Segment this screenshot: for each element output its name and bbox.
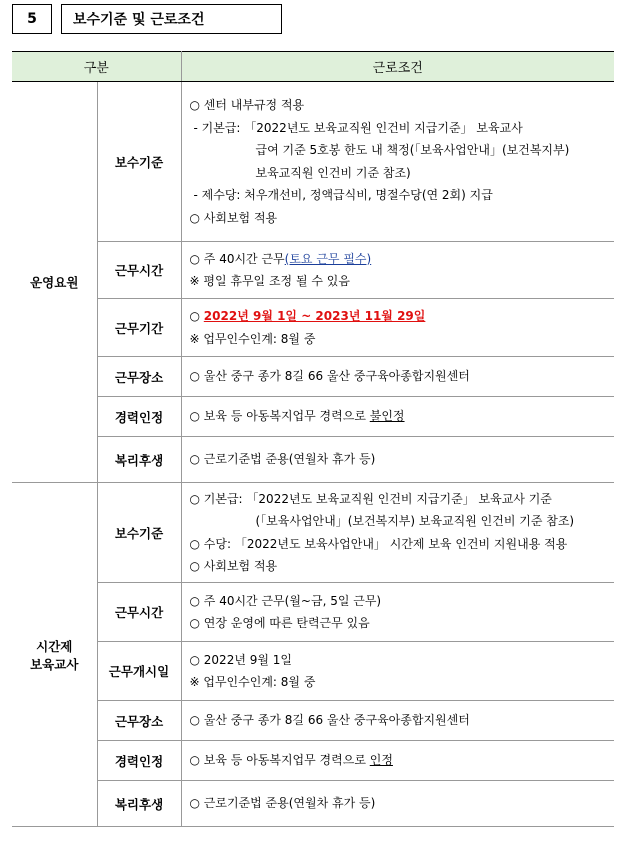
condition-line: - 기본급: 「2022년도 보육교직원 인건비 지급기준」 보육교사	[193, 120, 523, 135]
condition-cell	[181, 781, 614, 827]
career-recognition-status: 인정	[369, 753, 393, 768]
condition-line: - 제수당: 처우개선비, 정액급식비, 명절수당(연 2회) 지급	[193, 188, 493, 202]
section-title: 보수기준 및 근로조건	[61, 4, 282, 34]
saturday-work-note: (토요 근무 필수)	[284, 251, 372, 266]
table-row	[12, 741, 614, 781]
condition-cell	[181, 299, 614, 357]
table-row	[12, 82, 614, 242]
condition-text: ○ 보육 등 아동복지업무 경력으로	[189, 409, 370, 424]
condition-cell	[181, 82, 614, 242]
row-label: 근무시간	[97, 583, 181, 642]
row-label: 복리후생	[97, 781, 181, 827]
category-operations-staff: 운영요원	[12, 82, 97, 483]
condition-text: ○	[189, 309, 204, 323]
condition-line: ○ 2022년 9월 1일	[189, 652, 292, 667]
condition-line: (「보육사업안내」(보건복지부) 보육교직원 인건비 기준 참조)	[255, 514, 575, 528]
condition-cell	[181, 583, 614, 642]
row-label: 근무개시일	[97, 642, 181, 701]
row-label: 근무장소	[97, 357, 181, 397]
condition-line: ※ 업무인수인계: 8월 중	[189, 675, 316, 689]
condition-line: ○ 근로기준법 준용(연월차 휴가 등)	[189, 452, 376, 467]
condition-line: ○ 주 40시간 근무(월~금, 5일 근무)	[189, 593, 382, 608]
condition-line: ○ 연장 운영에 따른 탄력근무 있음	[189, 616, 370, 630]
condition-line: ○ 센터 내부규정 적용	[189, 98, 305, 112]
row-label: 보수기준	[97, 483, 181, 583]
header-category: 구분	[12, 52, 181, 82]
condition-line: ※ 평일 휴무일 조정 될 수 있음	[189, 274, 350, 288]
row-label: 보수기준	[97, 82, 181, 242]
condition-text: ○ 주 40시간 근무	[189, 251, 285, 266]
table-row	[12, 397, 614, 437]
category-part-time-teacher: 시간제 보육교사	[12, 483, 97, 827]
condition-line: ○ 기본급: 「2022년도 보육교직원 인건비 지급기준」 보육교사 기준	[189, 491, 552, 506]
table-row	[12, 242, 614, 299]
table-row	[12, 642, 614, 701]
condition-cell	[181, 483, 614, 583]
table-row	[12, 357, 614, 397]
condition-cell	[181, 642, 614, 701]
section-header	[12, 4, 282, 34]
row-label: 경력인정	[97, 741, 181, 781]
condition-cell	[181, 242, 614, 299]
condition-cell	[181, 357, 614, 397]
work-period-dates: 2022년 9월 1일 ~ 2023년 11월 29일	[203, 309, 426, 323]
section-number: 5	[12, 4, 52, 34]
condition-cell	[181, 397, 614, 437]
row-label: 근무시간	[97, 242, 181, 299]
table-row	[12, 583, 614, 642]
table-row	[12, 299, 614, 357]
condition-cell	[181, 741, 614, 781]
conditions-table	[12, 51, 614, 827]
table-row	[12, 701, 614, 741]
condition-line: ○ 사회보험 적용	[189, 210, 278, 225]
row-label: 경력인정	[97, 397, 181, 437]
condition-text: ○ 보육 등 아동복지업무 경력으로	[189, 753, 370, 768]
condition-line: 보육교직원 인건비 기준 참조)	[255, 165, 411, 180]
row-label: 복리후생	[97, 437, 181, 483]
condition-line: 급여 기준 5호봉 한도 내 책정(「보육사업안내」(보건복지부)	[255, 143, 570, 157]
condition-line: ※ 업무인수인계: 8월 중	[189, 331, 316, 346]
condition-line: ○ 울산 중구 종가 8길 66 울산 중구육아종합지원센터	[189, 713, 470, 728]
table-row	[12, 781, 614, 827]
row-label: 근무장소	[97, 701, 181, 741]
condition-line: ○ 울산 중구 종가 8길 66 울산 중구육아종합지원센터	[189, 369, 470, 384]
table-header-row	[12, 52, 614, 82]
condition-line: ○ 수당: 「2022년도 보육사업안내」 시간제 보육 인건비 지원내용 적용	[189, 536, 568, 551]
row-label: 근무기간	[97, 299, 181, 357]
career-recognition-status: 불인정	[369, 409, 405, 424]
table-row	[12, 437, 614, 483]
condition-line: ○ 사회보험 적용	[189, 559, 278, 573]
condition-line: ○ 근로기준법 준용(연월차 휴가 등)	[189, 796, 376, 811]
table-row	[12, 483, 614, 583]
header-conditions: 근로조건	[181, 52, 614, 82]
condition-cell	[181, 701, 614, 741]
condition-cell	[181, 437, 614, 483]
